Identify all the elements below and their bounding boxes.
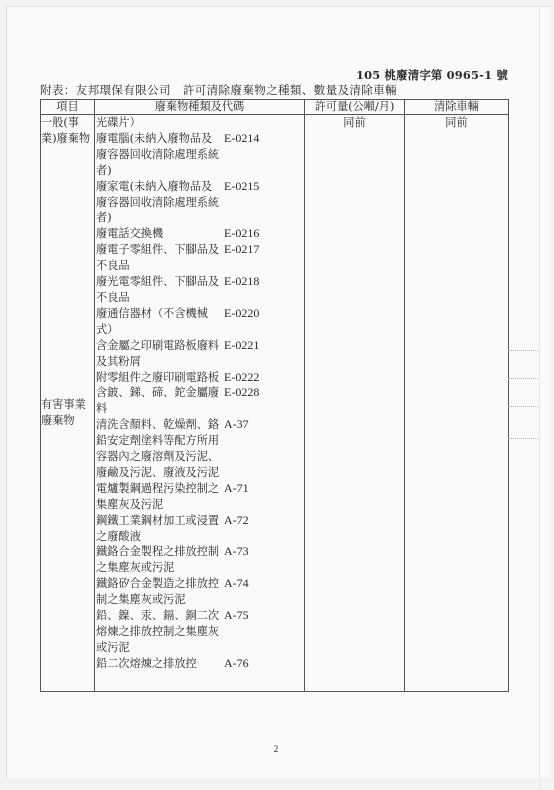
waste-item-row xyxy=(95,576,304,608)
table-body-row xyxy=(41,115,509,692)
waste-item-name: 含金屬之印刷電路板廢料及其粉屑 xyxy=(96,338,220,368)
waste-item-code: E-0220 xyxy=(224,305,260,320)
category-cell xyxy=(41,115,95,692)
waste-item-name: 光碟片） xyxy=(96,116,141,129)
waste-items-cell xyxy=(95,115,305,692)
waste-item-code: E-0216 xyxy=(224,226,260,241)
waste-item-row xyxy=(95,226,304,242)
waste-item-code: E-0218 xyxy=(224,274,260,289)
waste-item-name: 清洗含顏料、乾燥劑、鉻鉛安定劑塗料等配方所用容器內之廢溶劑及污泥、廢鹼及污泥、廢液及污泥 xyxy=(96,418,220,479)
document-number: 105 桃廢清字第 0965-1 號 xyxy=(356,68,508,82)
waste-permit-table xyxy=(40,99,509,692)
waste-item-name: 廢家電(未納入廢物品及廢容器回收清除處理系統者) xyxy=(96,179,220,225)
waste-item-row xyxy=(95,385,304,417)
waste-item-code: A-75 xyxy=(224,608,249,623)
waste-item-name: 鐵鉻合金製程之排放控制之集塵灰或污泥 xyxy=(96,545,220,575)
table-caption xyxy=(40,82,510,98)
waste-item-code: A-74 xyxy=(224,576,249,591)
waste-item-name: 廢光電零組件、下腳品及不良品 xyxy=(96,275,220,304)
quantity-cell: 同前 xyxy=(305,115,405,692)
page-edge xyxy=(539,7,540,790)
waste-item-row xyxy=(95,306,304,338)
waste-item-code: E-0214 xyxy=(224,130,260,145)
header-quantity: 許可量(公噸/月) xyxy=(305,100,405,115)
waste-item-code: A-72 xyxy=(224,512,249,527)
category-spacer xyxy=(41,147,94,397)
waste-item-row xyxy=(95,370,304,386)
waste-item-row xyxy=(95,338,304,370)
waste-item-name: 附零組件之廢印刷電路板 xyxy=(96,370,220,384)
waste-item-name: 廢通信器材（不含機械式） xyxy=(96,306,208,336)
waste-item-code: A-37 xyxy=(224,417,249,432)
caption-company: 附表：友邦環保有限公司 xyxy=(40,83,171,97)
waste-item-row xyxy=(95,544,304,576)
waste-item-name: 含鈹、銻、碲、鉈金屬廢料 xyxy=(96,386,220,416)
waste-item-name: 廢電話交換機 xyxy=(96,227,164,241)
caption-title: 許可清除廢棄物之種類、數量及清除車輛 xyxy=(182,83,397,97)
waste-item-row xyxy=(95,274,304,306)
waste-item-name: 電爐製鋼過程污染控制之集塵灰及污泥 xyxy=(96,481,220,511)
vehicles-cell: 同前 xyxy=(405,115,509,692)
category-spacer-bottom xyxy=(41,429,94,691)
waste-item-row xyxy=(95,513,304,545)
waste-item-row xyxy=(95,656,304,672)
waste-item-row xyxy=(95,242,304,274)
waste-item-row xyxy=(95,608,304,656)
category-hazardous: 有害事業廢棄物 xyxy=(41,397,86,427)
waste-item-code: A-73 xyxy=(224,544,249,559)
waste-item-code: E-0215 xyxy=(224,178,260,193)
waste-item-name: 廢電子零組件、下腳品及不良品 xyxy=(96,243,220,273)
waste-item-name: 鋼鐵工業鋼材加工或浸置之廢酸液 xyxy=(96,513,220,543)
punch-mark xyxy=(508,378,538,382)
punch-mark xyxy=(508,438,538,442)
waste-item-row xyxy=(95,481,304,513)
table-header-row xyxy=(41,100,509,115)
waste-item-code: A-76 xyxy=(224,655,249,670)
waste-item-code: E-0217 xyxy=(224,242,260,257)
waste-item-row xyxy=(95,115,304,131)
waste-item-name: 鉛、鎳、汞、鎘、銅二次熔煉之排放控制之集塵灰或污泥 xyxy=(96,609,220,654)
punch-mark xyxy=(508,350,538,354)
waste-item-row xyxy=(95,417,304,481)
waste-item-name: 鐵鉻矽合金製造之排放控制之集塵灰或污泥 xyxy=(96,577,220,607)
category-general: 一般(事業)廢棄物 xyxy=(41,116,91,145)
waste-item-name: 廢電腦(未納入廢物品及廢容器回收清除處理系統者) xyxy=(96,131,220,177)
waste-item-list xyxy=(95,115,304,672)
header-item: 項目 xyxy=(41,100,95,115)
header-vehicles: 清除車輛 xyxy=(405,100,509,115)
waste-item-code: E-0228 xyxy=(224,385,260,400)
page-number: 2 xyxy=(273,744,279,754)
waste-item-row xyxy=(95,179,304,227)
waste-item-row xyxy=(95,131,304,179)
header-waste-types: 廢棄物種類及代碼 xyxy=(95,100,305,115)
waste-item-code: E-0222 xyxy=(224,369,260,384)
waste-item-name: 鉛二次熔煉之排放控 xyxy=(96,656,197,670)
waste-item-code: A-71 xyxy=(224,480,249,495)
punch-mark xyxy=(508,406,538,410)
waste-item-code: E-0221 xyxy=(224,337,260,352)
